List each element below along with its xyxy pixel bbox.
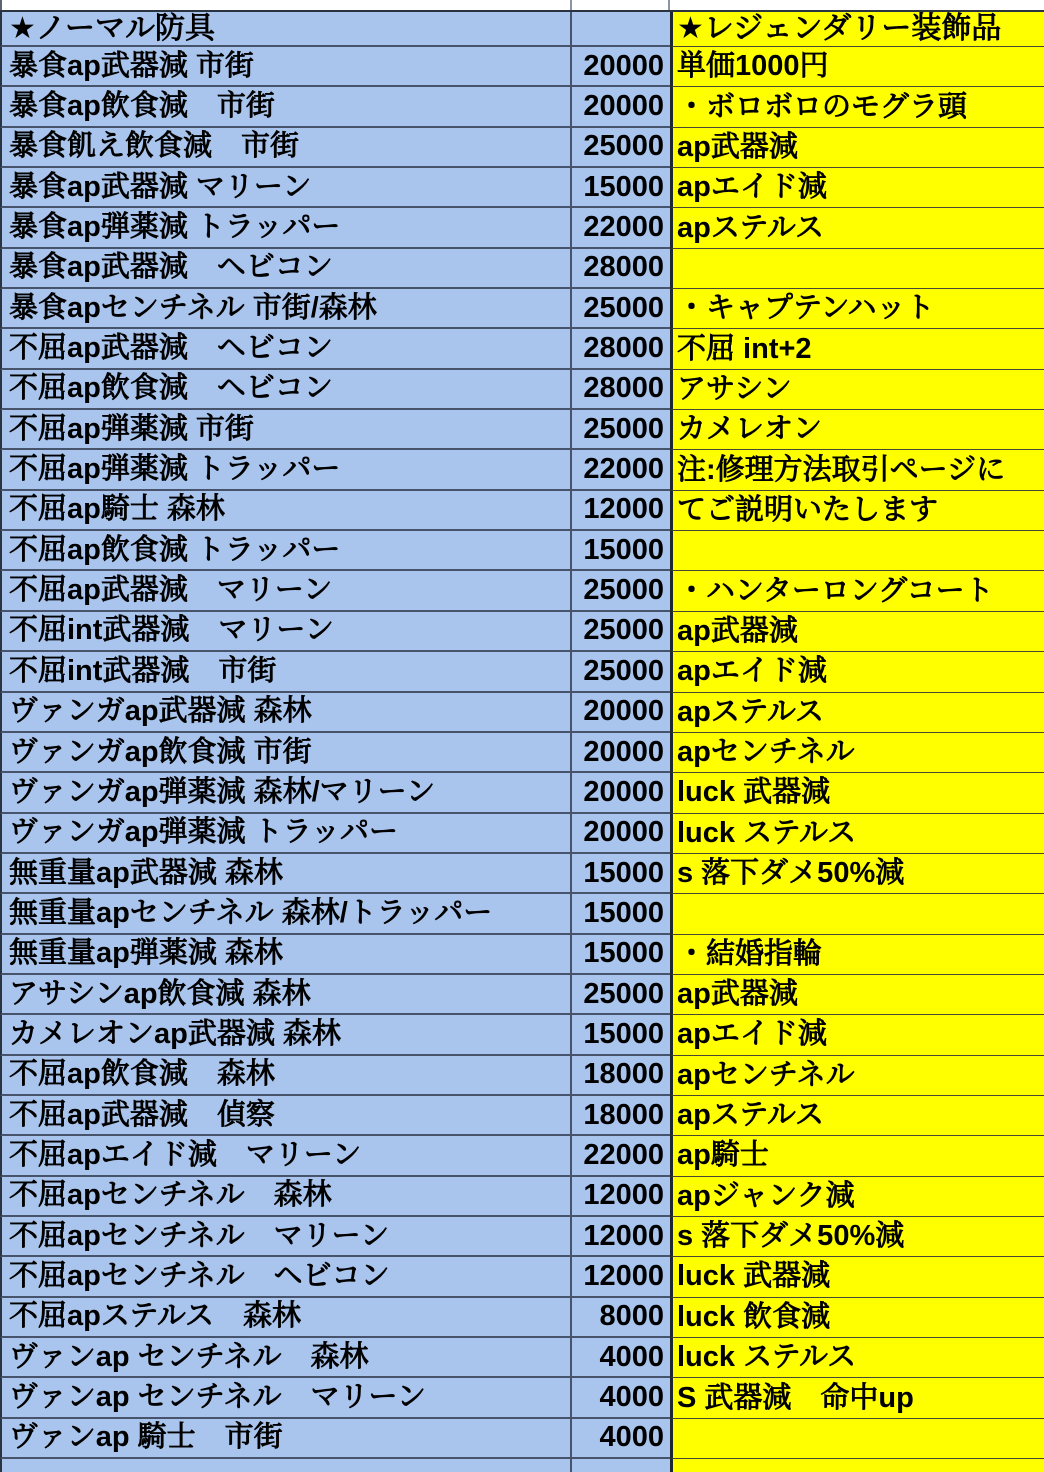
note-cell: luck 武器減: [670, 1257, 1044, 1297]
price-cell: 20000: [572, 693, 670, 733]
item-cell: 暴食apセンチネル 市街/森林: [0, 289, 572, 329]
note-cell: [670, 1459, 1044, 1472]
item-cell: [0, 1459, 572, 1472]
price-cell: 22000: [572, 1136, 670, 1176]
item-cell: 無重量apセンチネル 森林/トラッパー: [0, 894, 572, 934]
note-cell: [670, 1419, 1044, 1459]
price-cell: 28000: [572, 249, 670, 289]
price-cell: 22000: [572, 208, 670, 248]
note-cell: apジャンク減: [670, 1177, 1044, 1217]
item-cell: カメレオンap武器減 森林: [0, 1015, 572, 1055]
note-cell: アサシン: [670, 370, 1044, 410]
price-cell: 4000: [572, 1338, 670, 1378]
price-cell: [572, 1459, 670, 1472]
price-cell: 20000: [572, 733, 670, 773]
item-cell: 無重量ap武器減 森林: [0, 854, 572, 894]
item-cell: 不屈ap弾薬減 トラッパー: [0, 450, 572, 490]
price-cell: 25000: [572, 652, 670, 692]
gridline-remnant: [570, 0, 572, 10]
price-cell: 15000: [572, 531, 670, 571]
item-cell: 暴食ap飲食減 市街: [0, 87, 572, 127]
note-cell: ap武器減: [670, 975, 1044, 1015]
item-cell: 無重量ap弾薬減 森林: [0, 935, 572, 975]
item-cell: 暴食飢え飲食減 市街: [0, 128, 572, 168]
price-cell: 4000: [572, 1378, 670, 1418]
item-cell: 不屈ap飲食減 ヘビコン: [0, 370, 572, 410]
item-cell: 不屈apセンチネル ヘビコン: [0, 1257, 572, 1297]
item-cell: 暴食ap武器減 マリーン: [0, 168, 572, 208]
item-cell: 不屈ap弾薬減 市街: [0, 410, 572, 450]
note-cell: ・結婚指輪: [670, 935, 1044, 975]
note-cell: apセンチネル: [670, 1056, 1044, 1096]
price-cell: 12000: [572, 491, 670, 531]
legendary-header-cell: ★レジェンダリー装飾品: [670, 12, 1044, 47]
item-cell: ヴァンap センチネル 森林: [0, 1338, 572, 1378]
note-cell: s 落下ダメ50%減: [670, 1217, 1044, 1257]
note-cell: [670, 894, 1044, 934]
item-cell: 暴食ap武器減 市街: [0, 47, 572, 87]
item-cell: 不屈apセンチネル マリーン: [0, 1217, 572, 1257]
price-cell: 12000: [572, 1257, 670, 1297]
price-cell: 25000: [572, 612, 670, 652]
item-cell: 暴食ap弾薬減 トラッパー: [0, 208, 572, 248]
price-cell: 25000: [572, 289, 670, 329]
note-cell: luck ステルス: [670, 814, 1044, 854]
item-cell: 不屈ap飲食減 トラッパー: [0, 531, 572, 571]
note-cell: ・ハンターロングコート: [670, 571, 1044, 611]
note-cell: apステルス: [670, 208, 1044, 248]
price-cell: 25000: [572, 128, 670, 168]
note-cell: apステルス: [670, 1096, 1044, 1136]
item-cell: 不屈ap武器減 マリーン: [0, 571, 572, 611]
item-cell: 不屈apステルス 森林: [0, 1298, 572, 1338]
price-cell: 18000: [572, 1096, 670, 1136]
note-cell: apエイド減: [670, 168, 1044, 208]
price-cell: 25000: [572, 975, 670, 1015]
price-cell: 15000: [572, 894, 670, 934]
note-cell: カメレオン: [670, 410, 1044, 450]
item-cell: 暴食ap武器減 ヘビコン: [0, 249, 572, 289]
price-cell: 15000: [572, 854, 670, 894]
note-cell: s 落下ダメ50%減: [670, 854, 1044, 894]
item-cell: 不屈int武器減 マリーン: [0, 612, 572, 652]
item-cell: ヴァンap 騎士 市街: [0, 1419, 572, 1459]
item-cell: ヴァンガap飲食減 市街: [0, 733, 572, 773]
item-cell: 不屈ap武器減 ヘビコン: [0, 329, 572, 369]
item-cell: アサシンap飲食減 森林: [0, 975, 572, 1015]
note-cell: 単価1000円: [670, 47, 1044, 87]
note-cell: [670, 531, 1044, 571]
price-cell: 22000: [572, 450, 670, 490]
price-cell: 12000: [572, 1217, 670, 1257]
price-cell: 20000: [572, 773, 670, 813]
item-cell: ヴァンガap弾薬減 トラッパー: [0, 814, 572, 854]
price-cell: 20000: [572, 47, 670, 87]
price-cell: 25000: [572, 410, 670, 450]
price-table: [0, 10, 1044, 1472]
price-cell: 12000: [572, 1177, 670, 1217]
note-cell: てご説明いたします: [670, 491, 1044, 531]
price-cell: 25000: [572, 571, 670, 611]
note-cell: 不屈 int+2: [670, 329, 1044, 369]
note-cell: luck 飲食減: [670, 1298, 1044, 1338]
note-cell: luck 武器減: [670, 773, 1044, 813]
item-cell: 不屈ap武器減 偵察: [0, 1096, 572, 1136]
note-cell: [670, 249, 1044, 289]
item-cell: 不屈ap飲食減 森林: [0, 1056, 572, 1096]
note-cell: ap武器減: [670, 612, 1044, 652]
price-cell: 15000: [572, 935, 670, 975]
note-cell: 注:修理方法取引ページに: [670, 450, 1044, 490]
note-cell: ap武器減: [670, 128, 1044, 168]
gridline-remnant: [0, 0, 2, 10]
note-cell: apセンチネル: [670, 733, 1044, 773]
price-cell: 20000: [572, 87, 670, 127]
price-cell: 28000: [572, 329, 670, 369]
price-cell: 8000: [572, 1298, 670, 1338]
item-cell: 不屈apセンチネル 森林: [0, 1177, 572, 1217]
price-cell: 18000: [572, 1056, 670, 1096]
item-cell: ヴァンガap弾薬減 森林/マリーン: [0, 773, 572, 813]
price-cell: 15000: [572, 1015, 670, 1055]
item-cell: ヴァンガap武器減 森林: [0, 693, 572, 733]
item-cell: 不屈ap騎士 森林: [0, 491, 572, 531]
note-cell: S 武器減 命中up: [670, 1378, 1044, 1418]
item-cell: 不屈apエイド減 マリーン: [0, 1136, 572, 1176]
note-cell: luck ステルス: [670, 1338, 1044, 1378]
price-cell: 4000: [572, 1419, 670, 1459]
normal-armor-header-cell: ★ノーマル防具: [0, 12, 572, 47]
note-cell: apエイド減: [670, 652, 1044, 692]
note-cell: ・キャプテンハット: [670, 289, 1044, 329]
price-cell: 20000: [572, 814, 670, 854]
gridline-remnant: [668, 0, 670, 10]
item-cell: ヴァンap センチネル マリーン: [0, 1378, 572, 1418]
price-cell: 15000: [572, 168, 670, 208]
header-price-cell-empty: [572, 12, 670, 47]
note-cell: ・ボロボロのモグラ頭: [670, 87, 1044, 127]
note-cell: apステルス: [670, 693, 1044, 733]
note-cell: ap騎士: [670, 1136, 1044, 1176]
price-cell: 28000: [572, 370, 670, 410]
item-cell: 不屈int武器減 市街: [0, 652, 572, 692]
note-cell: apエイド減: [670, 1015, 1044, 1055]
